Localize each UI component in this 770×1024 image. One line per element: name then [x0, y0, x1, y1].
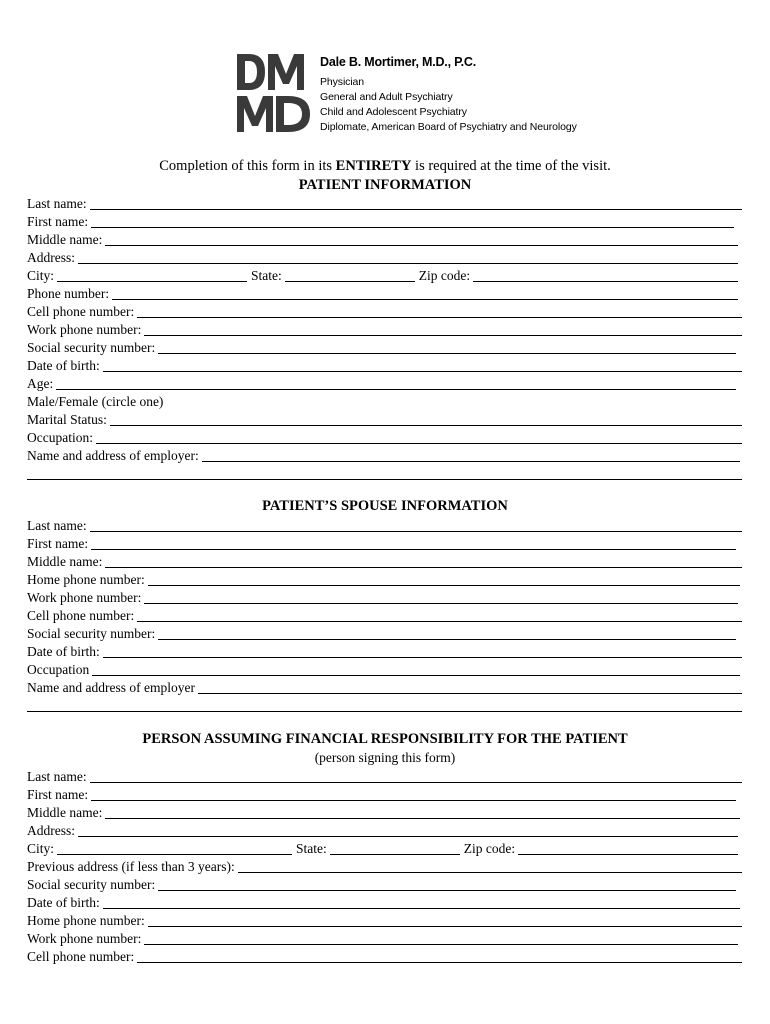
patient-city-field[interactable] — [57, 269, 247, 282]
financial-address-row: Address: — [27, 821, 742, 839]
financial-first-name-row: First name: — [27, 785, 742, 803]
spouse-ssn-row: Social security number: — [27, 624, 742, 642]
patient-ssn-row: Social security number: — [27, 338, 742, 356]
financial-dob-row: Date of birth: — [27, 893, 742, 911]
patient-cell-phone-row: Cell phone number: — [27, 302, 742, 320]
patient-section-title: PATIENT INFORMATION — [298, 177, 472, 193]
patient-occupation-row: Occupation: — [27, 428, 742, 446]
patient-address-row: Address: — [27, 248, 742, 266]
financial-last-name-row: Last name: — [27, 767, 742, 785]
patient-zip-field[interactable] — [473, 269, 738, 282]
patient-employer-row-2 — [27, 464, 742, 482]
financial-section-subtitle: (person signing this form) — [314, 750, 456, 765]
patient-phone-row: Phone number: — [27, 284, 742, 302]
patient-cell-phone-field[interactable] — [137, 305, 742, 318]
financial-cell-phone-field[interactable] — [137, 950, 742, 963]
spouse-employer-row-2 — [27, 696, 742, 714]
financial-section-title: PERSON ASSUMING FINANCIAL RESPONSIBILITY FOR THE PATIENT — [142, 731, 628, 747]
financial-prev-address-field[interactable] — [238, 860, 742, 873]
patient-dob-field[interactable] — [103, 359, 742, 372]
patient-last-name-field[interactable] — [90, 197, 742, 210]
financial-address-field[interactable] — [78, 824, 738, 837]
spouse-employer-field-2[interactable] — [27, 699, 742, 712]
spouse-work-phone-field[interactable] — [144, 591, 738, 604]
financial-work-phone-row: Work phone number: — [27, 929, 742, 947]
patient-last-name-row: Last name: — [27, 194, 742, 212]
practice-name: Dale B. Mortimer, M.D., P.C. — [320, 55, 477, 69]
patient-address-field[interactable] — [78, 251, 738, 264]
spouse-ssn-field[interactable] — [158, 627, 736, 640]
financial-city-row: City: State: Zip code: — [27, 839, 742, 857]
patient-employer-row: Name and address of employer: — [27, 446, 742, 464]
practice-line-3: Child and Adolescent Psychiatry — [320, 106, 467, 118]
patient-age-field[interactable] — [56, 377, 736, 390]
form-notice: Completion of this form in its ENTIRETY is required at the time of the visit. — [159, 158, 611, 174]
spouse-home-phone-row: Home phone number: — [27, 570, 742, 588]
patient-marital-row: Marital Status: — [27, 410, 742, 428]
spouse-occupation-row: Occupation — [27, 660, 742, 678]
patient-employer-field[interactable] — [202, 449, 740, 462]
patient-dob-row: Date of birth: — [27, 356, 742, 374]
financial-first-name-field[interactable] — [91, 788, 736, 801]
patient-middle-name-field[interactable] — [105, 233, 738, 246]
spouse-last-name-row: Last name: — [27, 516, 742, 534]
patient-employer-field-2[interactable] — [27, 467, 742, 480]
patient-sex-label[interactable]: Male/Female (circle one) — [27, 394, 164, 409]
spouse-occupation-field[interactable] — [92, 663, 740, 676]
patient-age-row: Age: — [27, 374, 742, 392]
patient-fields — [27, 194, 742, 482]
spouse-cell-phone-field[interactable] — [137, 609, 742, 622]
patient-phone-field[interactable] — [112, 287, 738, 300]
spouse-last-name-field[interactable] — [90, 519, 742, 532]
spouse-section-title: PATIENT’S SPOUSE INFORMATION — [262, 498, 508, 514]
practice-line-1: Physician — [320, 76, 365, 88]
financial-zip-field[interactable] — [518, 842, 738, 855]
patient-middle-name-row: Middle name: — [27, 230, 742, 248]
spouse-home-phone-field[interactable] — [148, 573, 740, 586]
spouse-middle-name-row: Middle name: — [27, 552, 742, 570]
financial-home-phone-row: Home phone number: — [27, 911, 742, 929]
patient-marital-field[interactable] — [110, 413, 742, 426]
patient-first-name-field[interactable] — [91, 215, 734, 228]
financial-state-field[interactable] — [330, 842, 460, 855]
practice-info — [320, 55, 577, 135]
spouse-dob-row: Date of birth: — [27, 642, 742, 660]
patient-work-phone-field[interactable] — [144, 323, 742, 336]
financial-work-phone-field[interactable] — [144, 932, 738, 945]
spouse-employer-field[interactable] — [198, 681, 742, 694]
practice-line-4: Diplomate, American Board of Psychiatry and Neurology — [320, 121, 577, 133]
spouse-employer-row: Name and address of employer — [27, 678, 742, 696]
financial-prev-address-row: Previous address (if less than 3 years): — [27, 857, 742, 875]
spouse-first-name-field[interactable] — [91, 537, 736, 550]
financial-middle-name-field[interactable] — [105, 806, 740, 819]
patient-first-name-row: First name: — [27, 212, 742, 230]
financial-fields — [27, 767, 742, 965]
spouse-dob-field[interactable] — [103, 645, 742, 658]
financial-home-phone-field[interactable] — [148, 914, 742, 927]
practice-line-2: General and Adult Psychiatry — [320, 91, 453, 103]
financial-ssn-row: Social security number: — [27, 875, 742, 893]
patient-city-row: City: State: Zip code: — [27, 266, 742, 284]
financial-cell-phone-row: Cell phone number: — [27, 947, 742, 965]
patient-sex-row — [27, 392, 742, 410]
spouse-work-phone-row: Work phone number: — [27, 588, 742, 606]
financial-dob-field[interactable] — [103, 896, 740, 909]
spouse-cell-phone-row: Cell phone number: — [27, 606, 742, 624]
spouse-middle-name-field[interactable] — [105, 555, 742, 568]
patient-ssn-field[interactable] — [158, 341, 736, 354]
financial-middle-name-row: Middle name: — [27, 803, 742, 821]
patient-work-phone-row: Work phone number: — [27, 320, 742, 338]
spouse-first-name-row: First name: — [27, 534, 742, 552]
spouse-fields — [27, 516, 742, 714]
patient-state-field[interactable] — [285, 269, 415, 282]
financial-city-field[interactable] — [57, 842, 292, 855]
dmmd-logo — [235, 52, 313, 134]
patient-occupation-field[interactable] — [96, 431, 742, 444]
financial-last-name-field[interactable] — [90, 770, 742, 783]
financial-ssn-field[interactable] — [158, 878, 736, 891]
